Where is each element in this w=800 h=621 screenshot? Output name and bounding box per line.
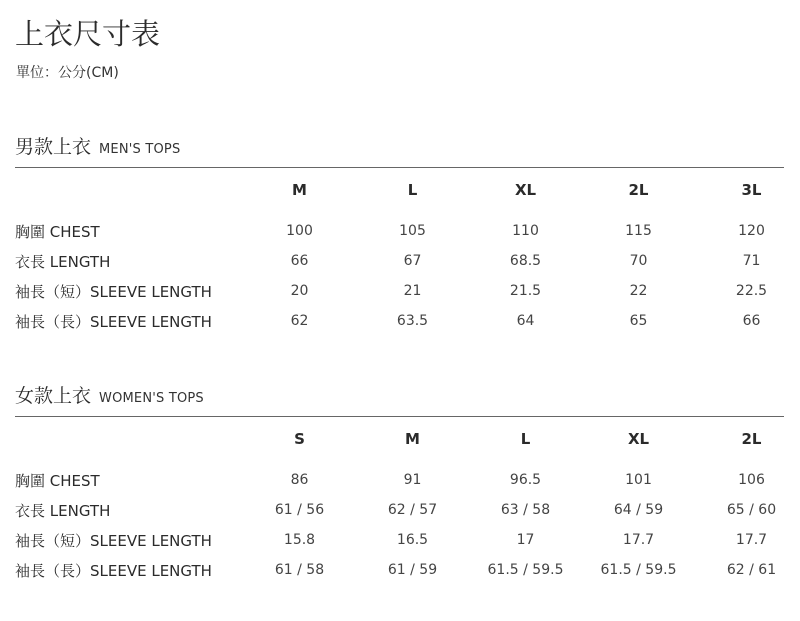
table-cell: 62 / 57 [387,502,438,518]
size-header: S [294,430,305,448]
men-header-row [15,168,800,212]
table-cell: 61 / 58 [274,562,325,578]
table-cell: 67 [403,253,422,269]
table-row [15,276,800,306]
table-cell: 61 / 56 [274,502,325,518]
table-cell: 65 [629,313,648,329]
table-cell: 96.5 [509,472,542,488]
unit-note: 單位：公分(CM) [16,65,119,81]
page-title: 上衣尺寸表 [15,17,161,51]
men-section-title: 男款上衣 [15,136,92,158]
header-corner [15,417,243,461]
size-header: L [407,181,418,199]
header-corner [15,168,243,212]
row-label: 胸圍 CHEST [15,471,100,490]
men-size-table [15,168,800,336]
women-section-heading [15,382,784,417]
size-header: M [405,430,420,448]
table-cell: 65 / 60 [726,502,777,518]
table-row [15,216,800,246]
row-label: 袖長（短）SLEEVE LENGTH [15,531,212,550]
table-row [15,555,800,585]
table-cell: 61 / 59 [387,562,438,578]
table-cell: 100 [286,223,313,239]
table-cell: 63 / 58 [500,502,551,518]
table-cell: 62 [290,313,309,329]
row-label: 衣長 LENGTH [15,252,111,271]
table-cell: 61.5 / 59.5 [600,562,677,578]
size-header: 2L [741,430,762,448]
table-cell: 101 [625,472,652,488]
table-row [15,306,800,336]
table-cell: 71 [742,253,761,269]
table-row [15,525,800,555]
table-cell: 17.7 [735,532,768,548]
table-row [15,495,800,525]
table-cell: 115 [625,223,652,239]
table-cell: 15.8 [283,532,316,548]
row-label: 胸圍 CHEST [15,222,100,241]
table-cell: 17 [516,532,535,548]
table-cell: 64 [516,313,535,329]
table-cell: 22 [629,283,648,299]
size-header: 2L [628,181,649,199]
table-row [15,246,800,276]
table-cell: 22.5 [735,283,768,299]
table-cell: 66 [742,313,761,329]
size-header: XL [627,430,650,448]
size-header: XL [514,181,537,199]
men-section-subtitle: MEN'S TOPS [99,142,181,157]
table-cell: 86 [290,472,309,488]
table-cell: 68.5 [509,253,542,269]
row-label: 袖長（長）SLEEVE LENGTH [15,312,212,331]
size-header: 3L [741,181,762,199]
women-header-row [15,417,800,461]
table-cell: 110 [512,223,539,239]
table-cell: 70 [629,253,648,269]
table-cell: 20 [290,283,309,299]
row-label: 衣長 LENGTH [15,501,111,520]
men-section-heading [15,133,784,168]
table-cell: 64 / 59 [613,502,664,518]
size-header: M [292,181,307,199]
row-label: 袖長（短）SLEEVE LENGTH [15,282,212,301]
table-cell: 61.5 / 59.5 [487,562,564,578]
table-cell: 106 [738,472,765,488]
table-cell: 63.5 [396,313,429,329]
row-label: 袖長（長）SLEEVE LENGTH [15,561,212,580]
table-cell: 91 [403,472,422,488]
women-size-table [15,417,800,585]
table-cell: 21 [403,283,422,299]
women-section-subtitle: WOMEN'S TOPS [99,391,204,406]
table-cell: 120 [738,223,765,239]
men-tops-section [15,133,784,336]
table-cell: 105 [399,223,426,239]
size-header: L [520,430,531,448]
women-tops-section [15,382,784,585]
table-cell: 17.7 [622,532,655,548]
table-row [15,465,800,495]
women-section-title: 女款上衣 [15,385,92,407]
table-cell: 16.5 [396,532,429,548]
table-cell: 21.5 [509,283,542,299]
table-cell: 62 / 61 [726,562,777,578]
table-cell: 66 [290,253,309,269]
